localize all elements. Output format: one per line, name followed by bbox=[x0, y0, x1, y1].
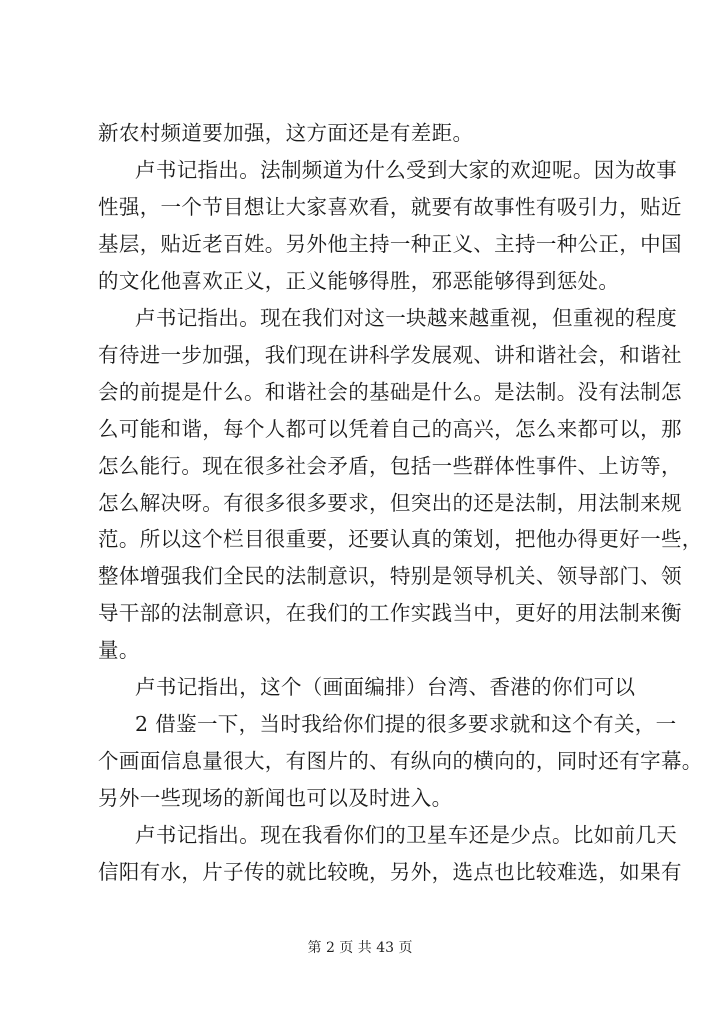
text-line: 整体增强我们全民的法制意识，特别是领导机关、领导部门、领 bbox=[98, 564, 682, 588]
text-line: 个画面信息量很大，有图片的、有纵向的横向的，同时还有字幕。 bbox=[98, 749, 703, 773]
text-line: 基层，贴近老百姓。另外他主持一种正义、主持一种公正，中国 bbox=[98, 232, 682, 256]
text-line: 有待进一步加强，我们现在讲科学发展观、讲和谐社会，和谐社 bbox=[98, 343, 682, 367]
page-number-footer: 第 2 页 共 43 页 bbox=[307, 940, 413, 956]
text-line: 怎么能行。现在很多社会矛盾，包括一些群体性事件、上访等， bbox=[98, 454, 682, 478]
text-line: 卢书记指出，这个（画面编排）台湾、香港的你们可以 bbox=[135, 675, 636, 699]
text-line: 卢书记指出。法制频道为什么受到大家的欢迎呢。因为故事 bbox=[135, 158, 678, 182]
text-line: 导干部的法制意识，在我们的工作实践当中，更好的用法制来衡 bbox=[98, 601, 682, 625]
text-line: 的文化他喜欢正义，正义能够得胜，邪恶能够得到惩处。 bbox=[98, 269, 620, 293]
text-line: 信阳有水，片子传的就比较晚，另外，选点也比较难选，如果有 bbox=[98, 860, 682, 884]
text-line: 怎么解决呀。有很多很多要求，但突出的还是法制，用法制来规 bbox=[98, 491, 682, 515]
text-line: 卢书记指出。现在我看你们的卫星车还是少点。比如前几天 bbox=[135, 823, 678, 847]
text-line: 新农村频道要加强，这方面还是有差距。 bbox=[98, 121, 474, 145]
text-line: 范。所以这个栏目很重要，还要认真的策划，把他办得更好一些， bbox=[98, 527, 703, 551]
text-line: 卢书记指出。现在我们对这一块越来越重视，但重视的程度 bbox=[135, 306, 678, 330]
text-line: 2 借鉴一下，当时我给你们提的很多要求就和这个有关，一 bbox=[135, 712, 677, 736]
text-line: 另外一些现场的新闻也可以及时进入。 bbox=[98, 786, 453, 810]
text-line: 性强，一个节目想让大家喜欢看，就要有故事性有吸引力，贴近 bbox=[98, 195, 682, 219]
text-line: 会的前提是什么。和谐社会的基础是什么。是法制。没有法制怎 bbox=[98, 380, 682, 404]
text-line: 量。 bbox=[98, 638, 140, 662]
text-line: 么可能和谐，每个人都可以凭着自己的高兴，怎么来都可以，那 bbox=[98, 417, 682, 441]
